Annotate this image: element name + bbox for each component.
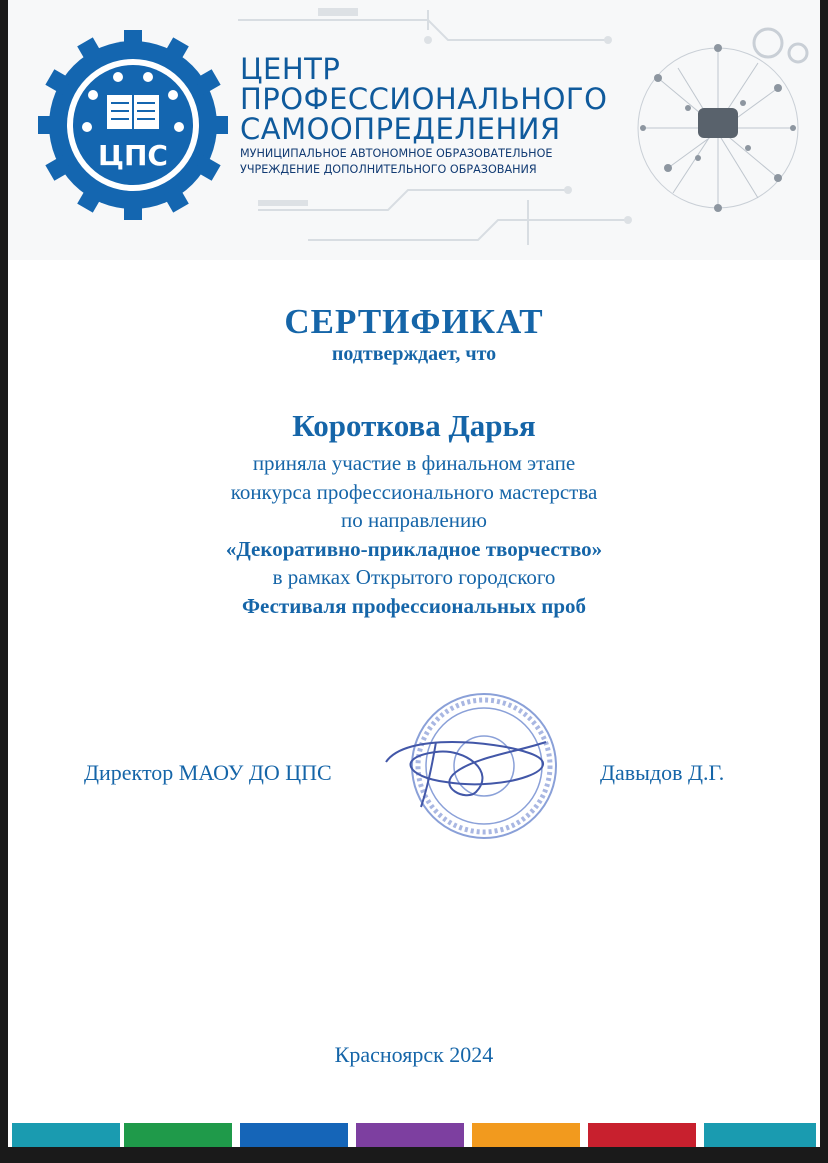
org-name-line: ПРОФЕССИОНАЛЬНОГО — [240, 82, 608, 116]
footer-bar — [12, 1123, 120, 1147]
body-line: конкурса профессионального мастерства — [230, 479, 598, 504]
header-banner — [8, 0, 820, 260]
footer-bar — [356, 1123, 464, 1147]
body-line: по направлению — [341, 508, 487, 532]
footer-bar — [472, 1123, 580, 1147]
footer-bar — [704, 1123, 816, 1147]
city-year: Красноярск 2024 — [334, 1042, 494, 1067]
footer-bar — [588, 1123, 696, 1147]
recipient-name: Короткова Дарья — [292, 408, 536, 443]
body-line: приняла участие в финальном этапе — [252, 451, 576, 475]
certificate-title: СЕРТИФИКАТ — [284, 302, 544, 341]
org-name-line: САМООПРЕДЕЛЕНИЯ — [240, 112, 561, 146]
org-sub-line: УЧРЕЖДЕНИЕ ДОПОЛНИТЕЛЬНОГО ОБРАЗОВАНИЯ — [240, 163, 537, 176]
signer-position: Директор МАОУ ДО ЦПС — [84, 760, 332, 785]
direction-name: «Декоративно-прикладное творчество» — [225, 536, 603, 561]
certificate-body — [8, 449, 820, 620]
signer-name: Давыдов Д.Г. — [600, 760, 725, 785]
org-sub-line: МУНИЦИПАЛЬНОЕ АВТОНОМНОЕ ОБРАЗОВАТЕЛЬНОЕ — [240, 147, 553, 160]
footer-bar — [124, 1123, 232, 1147]
org-name-line: ЦЕНТР — [240, 52, 341, 86]
cps-logo — [38, 30, 228, 220]
footer-bar — [240, 1123, 348, 1147]
org-name — [240, 54, 607, 144]
org-subtitle — [240, 146, 552, 178]
logo-text: ЦПС — [98, 139, 168, 172]
festival-name: Фестиваля профессиональных проб — [241, 593, 587, 618]
certificate-subtitle: подтверждает, что — [331, 343, 497, 365]
body-line: в рамках Открытого городского — [272, 565, 556, 589]
certificate-page — [8, 0, 820, 1147]
network-globe-decoration — [628, 8, 818, 248]
stamp-and-signature — [376, 682, 586, 852]
